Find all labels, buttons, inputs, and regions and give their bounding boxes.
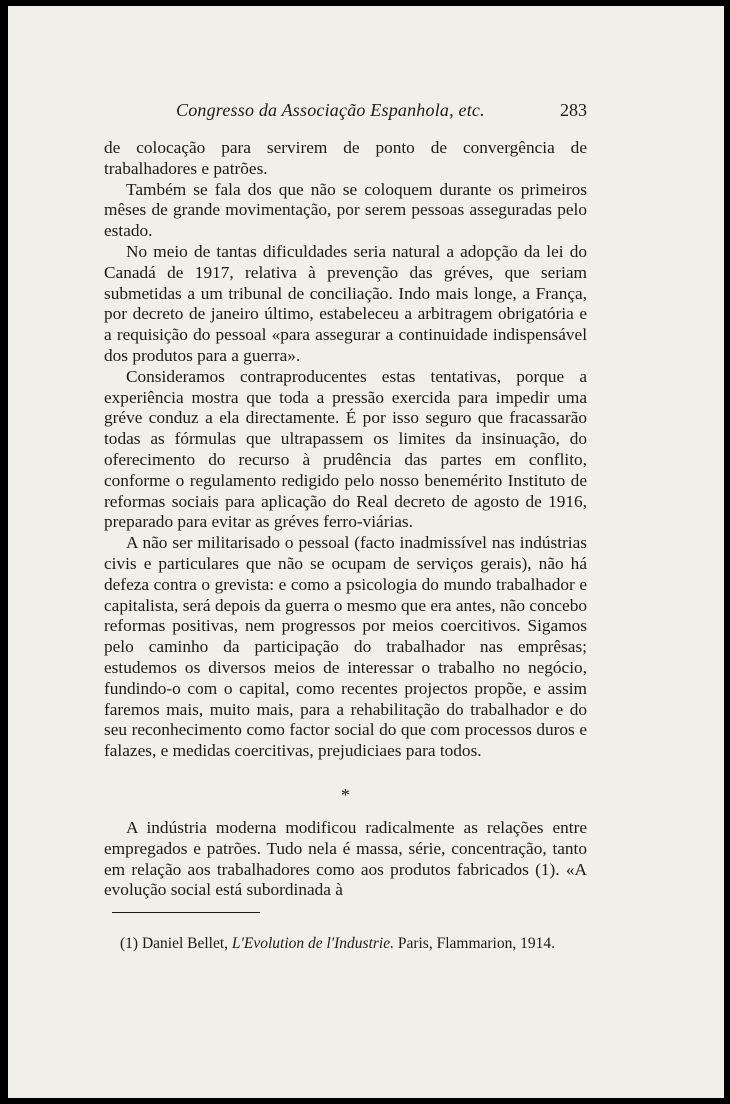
- paragraph-2: Também se fala dos que não se coloquem durante os primeiros mêses de grande movimentação, por serem pessoas asseguradas pelo estado.: [104, 179, 587, 241]
- footnote-publisher: Paris, Flammarion, 1914.: [397, 935, 555, 952]
- paragraph-1: de colocação para servirem de ponto de convergência de trabalhadores e patrões.: [104, 138, 587, 178]
- main-text-continued: [104, 818, 587, 901]
- paragraph-4: Consideramos contraproducentes estas tentativas, porque a experiência mostra que toda a pressão exercida para impedir uma gréve conduz a ela directamente. É por isso seguro que fracassarão todas as fórmulas que ultrapassem os limites da insinuação, do oferecimento do recurso à prudência das partes em conflito, conforme o regulamento redigido pelo nosso benemérito Instituto de reformas sociais para aplicação do Real decreto de agosto de 1916, preparado para evitar as gréves ferro-viárias.: [104, 366, 587, 532]
- main-text: [104, 138, 587, 762]
- footnote-author: Daniel Bellet,: [141, 935, 229, 952]
- section-separator-asterisk: *: [341, 785, 350, 805]
- footnote: [120, 934, 590, 953]
- paragraph-6: A indústria moderna modificou radicalmente as relações entre empregados e patrões. Tudo nela é massa, série, concentração, tanto em relação aos trabalhadores como aos produtos fabricados (1). «A evolução social está subordinada à: [104, 818, 587, 900]
- footnote-work-title: L'Evolution de l'Industrie.: [231, 935, 394, 952]
- footnote-divider: [112, 912, 260, 913]
- paragraph-3: No meio de tantas dificuldades seria natural a adopção da lei do Canadá de 1917, relativa à prevenção das gréves, que seriam submetidas a um tribunal de conciliação. Indo mais longe, a França, por decreto de janeiro último, estabeleceu a arbitragem obrigatória e a requisição do pessoal «para assegurar a continuidade indispensável dos produtos para a guerra».: [104, 241, 587, 365]
- running-header: [104, 100, 587, 124]
- book-page: [8, 6, 724, 1098]
- page-number: 283: [560, 100, 587, 120]
- running-title: Congresso da Associação Espanhola, etc.: [176, 100, 485, 120]
- paragraph-5: A não ser militarisado o pessoal (facto inadmissível nas indústrias civis e particulares que não se ocupam de serviços gerais), não há defeza contra o grevista: e como a psicologia do mundo trabalhador e capitalista, será depois da guerra o mesmo que era antes, não concebo reformas positivas, nem progressos por meios coercitivos. Sigamos pelo caminho da participação do trabalhador nas emprêsas; estudemos os diversos meios de interessar o trabalho no negócio, fundindo-o com o capital, como recentes projectos propõe, e assim faremos mais, muito mais, para a rehabilitação do trabalhador e do seu reconhecimento como factor social do que com processos duros e falazes, e medidas coercitivas, prejudiciaes para todos.: [104, 533, 587, 761]
- footnote-marker: (1): [120, 935, 139, 952]
